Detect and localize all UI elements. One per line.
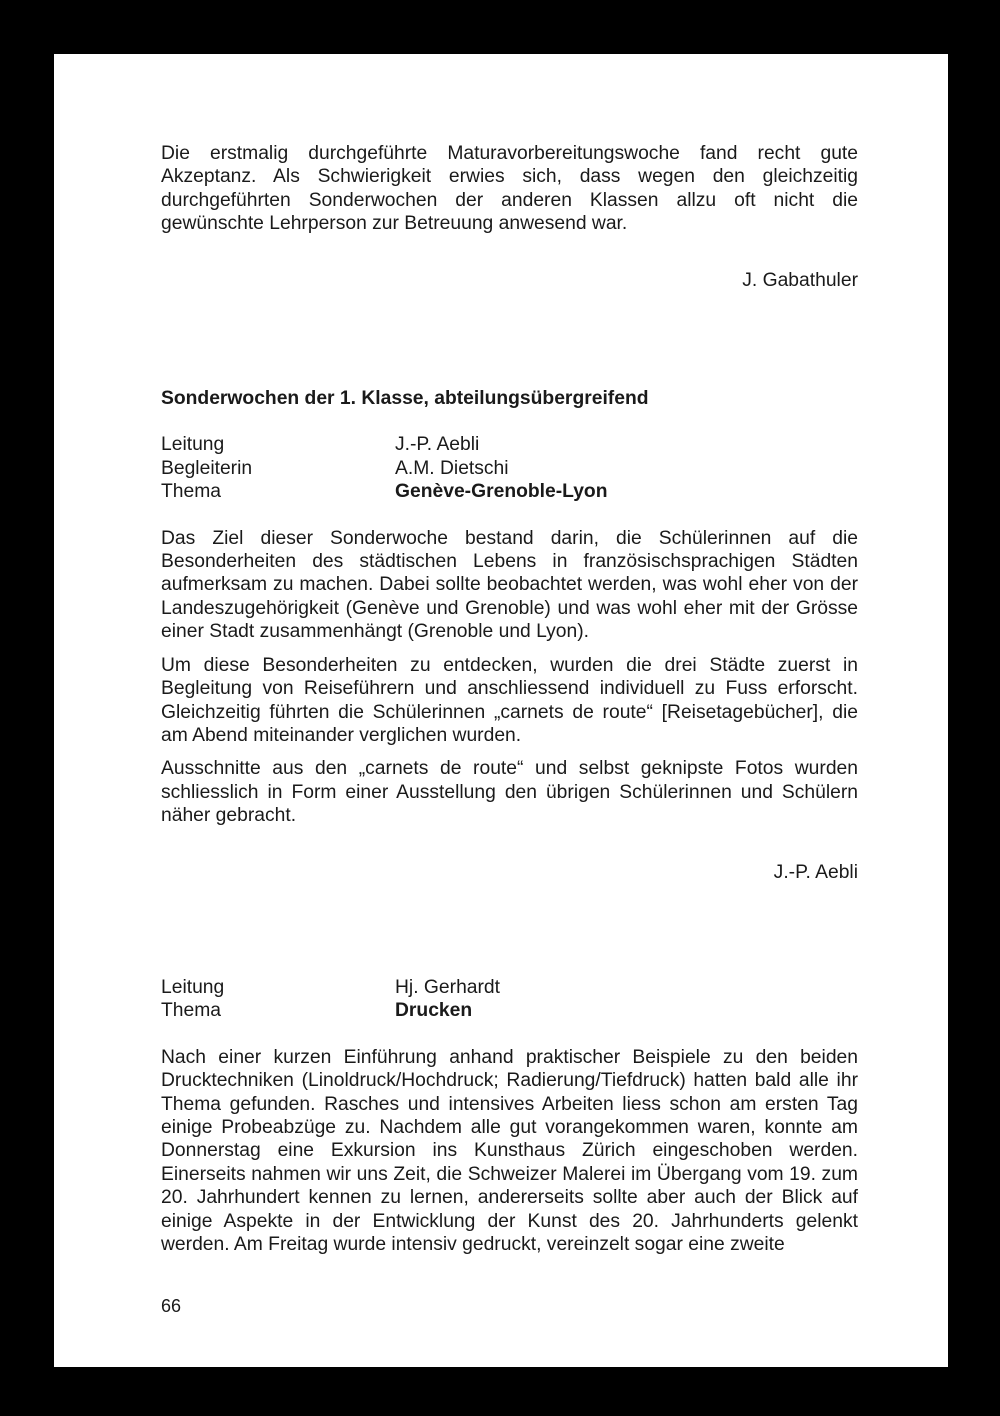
intro-signature: J. Gabathuler <box>742 269 858 291</box>
meta-label: Begleiterin <box>161 457 253 479</box>
page-number: 66 <box>161 1296 182 1316</box>
section1-paragraph-3: Ausschnitte aus den „carnets de route“ und selbst geknipste Fotos wurden schliesslich in Form einer Ausstellung den übrigen Schülerinnen und Schülern näher gebracht. <box>161 758 858 827</box>
meta-row-thema <box>161 480 858 503</box>
section1-paragraph-2: Um diese Besonderheiten zu entdecken, wurden die drei Städte zuerst in Begleitung von Reiseführern und anschliessend individuell zu Fuss erforscht. Gleichzeitig führten die Schülerinnen „carnets de route“ [Reisetagebücher], die am Abend miteinander verglichen wurden. <box>161 654 858 746</box>
section2-meta <box>161 976 858 1023</box>
meta-row-leitung <box>161 433 858 456</box>
document-page <box>54 54 948 1367</box>
meta-row-leitung <box>161 976 858 999</box>
meta-label: Thema <box>161 1000 222 1022</box>
intro-paragraph: Die erstmalig durchgeführte Maturavorbereitungswoche fand recht gute Akzeptanz. Als Schwierigkeit erwies sich, dass wegen den gleichzeitig durchgeführten Sonderwochen der anderen Klassen allzu oft nicht die gewünschte Lehrperson zur Betreuung anwesend war. <box>161 143 858 235</box>
page-content <box>161 142 858 1256</box>
section2-paragraph: Nach einer kurzen Einführung anhand praktischer Beispiele zu den beiden Drucktechniken (Linoldruck/Hochdruck; Radierung/Tiefdruck) hatten bald alle ihr Thema gefunden. Rasches und intensives Arbeiten liess schon am ersten Tag einige Probeabzüge zu. Nachdem alle gut vorangekommen waren, konnte am Donnerstag eine Exkursion ins Kunsthaus Zürich eingeschoben werden. Einerseits nahmen wir uns Zeit, die Schweizer Malerei im Übergang vom 19. zum 20. Jahrhundert kennen zu lernen, andererseits sollte aber auch der Blick auf einige Aspekte in der Entwicklung der Kunst des 20. Jahrhunderts gelenkt werden. Am Freitag wurde intensiv gedruckt, vereinzelt sogar eine zweite <box>161 1046 858 1255</box>
meta-label: Leitung <box>161 976 225 998</box>
meta-label: Leitung <box>161 434 225 456</box>
meta-value: Hj. Gerhardt <box>395 976 501 998</box>
section1-meta <box>161 433 858 503</box>
meta-value-topic: Drucken <box>395 1000 473 1022</box>
meta-row-begleiterin <box>161 457 858 480</box>
meta-value-topic: Genève-Grenoble-Lyon <box>395 481 608 503</box>
meta-value: A.M. Dietschi <box>395 457 509 479</box>
section-heading: Sonderwochen der 1. Klasse, abteilungsübergreifend <box>161 388 649 410</box>
section1-signature: J.-P. Aebli <box>773 861 858 883</box>
meta-value: J.-P. Aebli <box>395 434 480 456</box>
meta-row-thema <box>161 999 858 1022</box>
meta-label: Thema <box>161 481 222 503</box>
section1-paragraph-1: Das Ziel dieser Sonderwoche bestand darin, die Schülerinnen auf die Besonderheiten des städtischen Lebens in französischsprachigen Städten aufmerksam zu machen. Dabei sollte beobachtet werden, was wohl eher von der Landeszugehörigkeit (Genève und Grenoble) und was wohl eher mit der Grösse einer Stadt zusammenhängt (Grenoble und Lyon). <box>161 527 858 643</box>
